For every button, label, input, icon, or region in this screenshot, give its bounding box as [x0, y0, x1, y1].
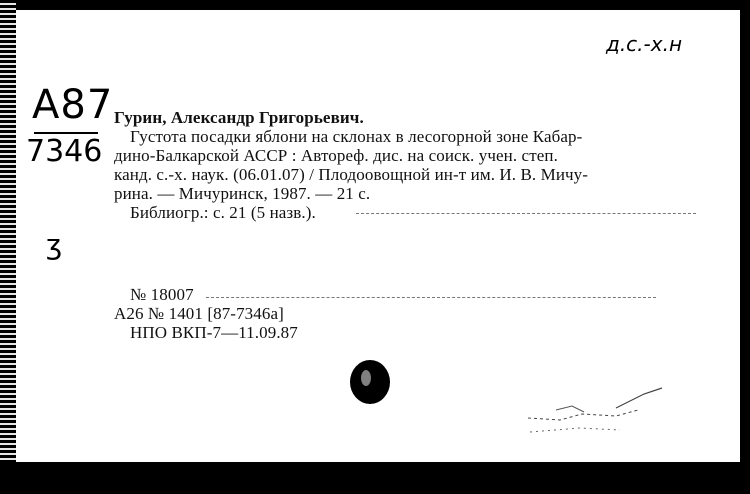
top-right-handwritten-note: д.с.-х.н: [606, 32, 683, 56]
title-line-1: Густота посадки яблони на склонах в лесогорной зоне Кабар-: [130, 127, 583, 146]
author-heading: Гурин, Александр Григорьевич.: [114, 108, 364, 127]
side-handwritten-mark: ʒ: [46, 228, 63, 261]
shelfmark-bottom: 7346: [26, 134, 103, 169]
title-line-2: дино-Балкарской АССР : Автореф. дис. на соиск. учен. степ.: [114, 146, 558, 165]
bibliography-dashed-line: [356, 213, 696, 214]
catalog-card: [16, 10, 740, 462]
shelfmark-top: А87: [32, 82, 114, 128]
bibliography-note: Библиогр.: с. 21 (5 назв.).: [130, 203, 316, 222]
title-line-3: канд. с.-х. наук. (06.01.07) / Плодоовощной ин-т им. И. В. Мичу-: [114, 165, 589, 184]
scan-noise-scribble: [520, 374, 680, 434]
card-number: № 18007: [130, 285, 194, 304]
catalog-code: А26 № 1401 [87-7346а]: [114, 304, 284, 323]
punch-hole-mark: [348, 358, 394, 406]
scan-edge-strip: [0, 0, 16, 494]
publisher-line: НПО ВКП-7—11.09.87: [130, 323, 298, 342]
number-dashed-line: [206, 297, 656, 298]
scan-bottom-border: [0, 462, 750, 494]
scan-right-border: [740, 0, 750, 494]
title-line-4: рина. — Мичуринск, 1987. — 21 с.: [114, 184, 371, 203]
